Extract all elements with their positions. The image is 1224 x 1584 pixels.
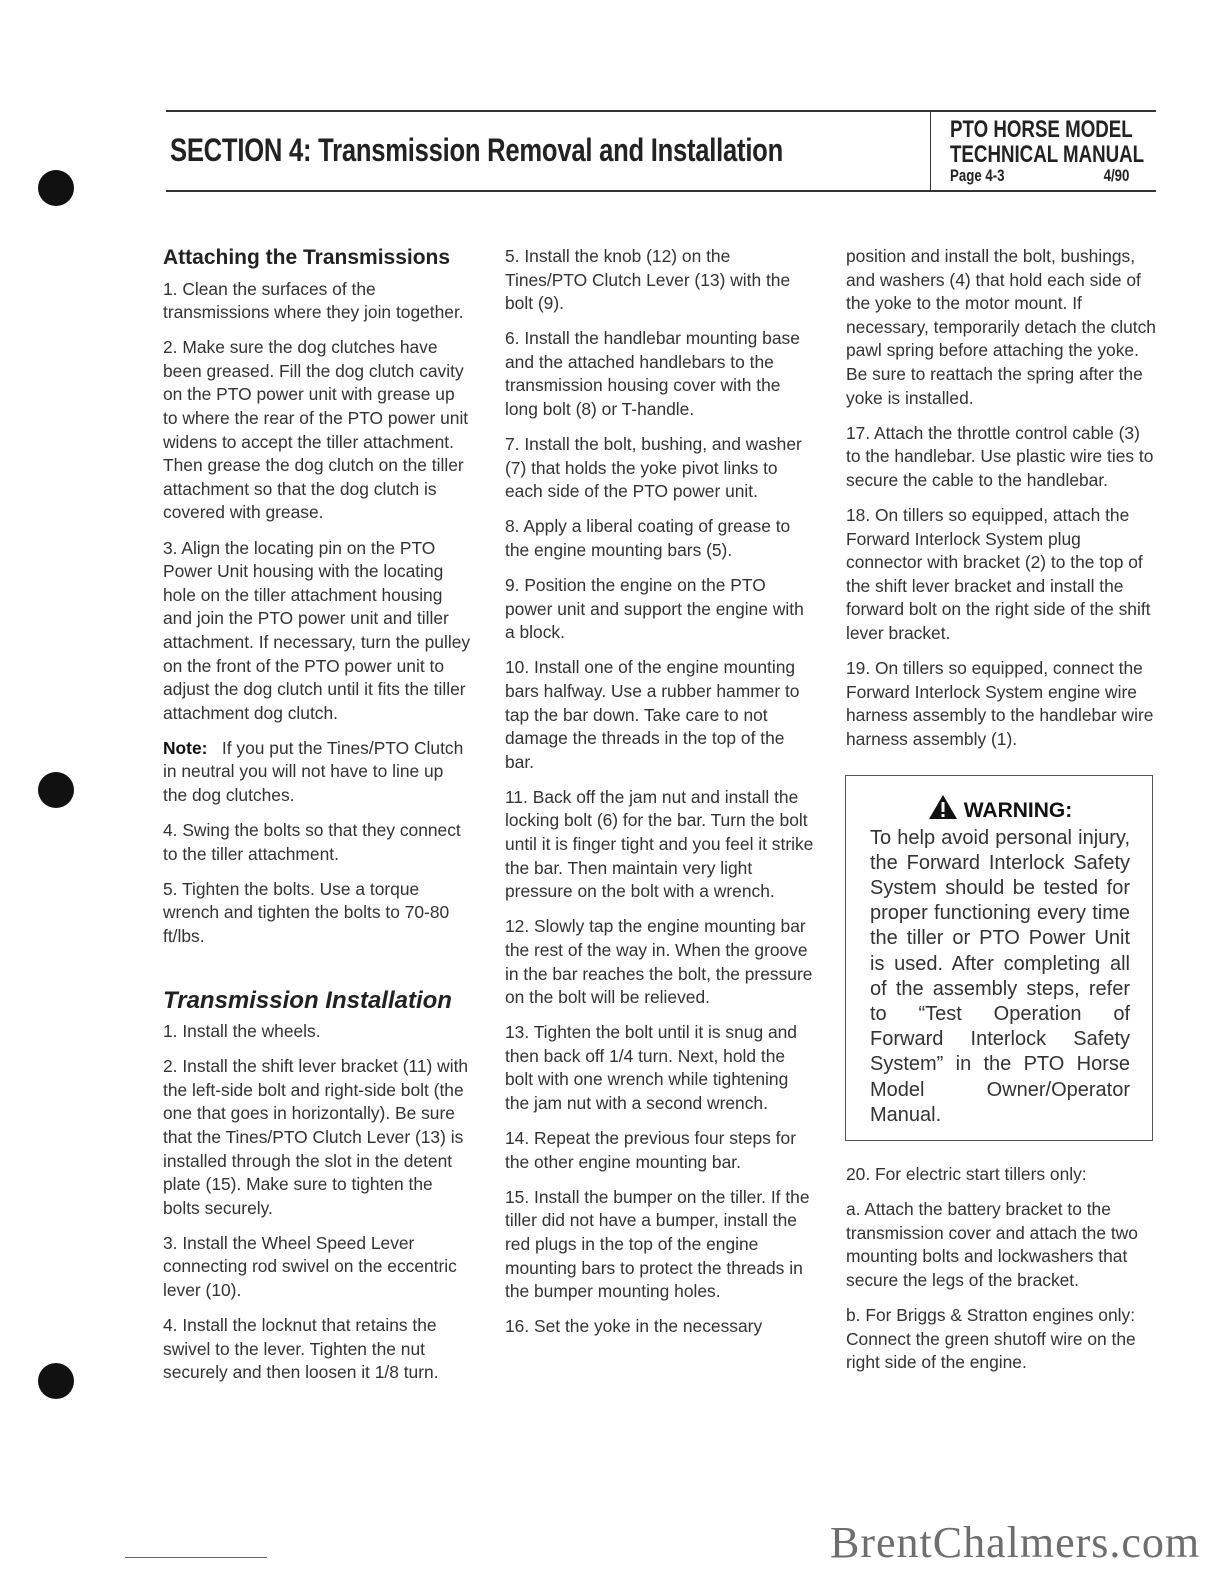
watermark: BrentChalmers.com <box>830 1518 1201 1567</box>
step: 4. Install the locknut that retains the swivel to the lever. Tighten the nut securely and then loosen it 1/8 turn. <box>163 1315 439 1383</box>
step: 2. Install the shift lever bracket (11) with the left-side bolt and right-side bolt (the one that goes in horizontally). Be sure that the Tines/PTO Clutch Lever (13) is installed through the slot in the detent plate (15). Make sure to tighten the bolts securely. <box>163 1056 469 1218</box>
step: 5. Tighten the bolts. Use a torque wrench and tighten the bolts to 70-80 ft/lbs. <box>163 878 450 946</box>
punch-hole <box>38 772 74 808</box>
step: 2. Make sure the dog clutches have been greased. Fill the dog clutch cavity on the PTO power unit with grease up to where the rear of the PTO power unit widens to accept the tiller attachment. Then grease the dog clutch on the tiller attachment so that the dog clutch is covered with grease. <box>163 337 469 523</box>
heading-attaching: Attaching the Transmissions <box>163 246 451 269</box>
step: 3. Install the Wheel Speed Lever connecting rod swivel on the eccentric lever (10). <box>163 1232 457 1301</box>
step: 6. Install the handlebar mounting base and the attached handlebars to the transmission housing cover with the long bolt (8) or T-handle. <box>505 328 800 420</box>
warning-text: To help avoid personal injury, the Forward Interlock Safety System should be tested for proper functioning every time the tiller or PTO Power Unit is used. After completing all of the assembly steps, refer to “Test Operation of Forward Interlock Safety System” in the PTO Horse Model Owner/Operator Manual. <box>870 826 1130 1126</box>
punch-hole <box>38 170 74 206</box>
section-title: SECTION 4: Transmission Removal and Installation <box>170 132 783 168</box>
heading-installation: Transmission Installation <box>163 986 452 1014</box>
step: 4. Swing the bolts so that they connect to the tiller attachment. <box>163 820 461 864</box>
column-3 <box>846 245 1158 1386</box>
step: 3. Align the locating pin on the PTO Power Unit housing with the locating hole on the tiller attachment housing and join the PTO power unit and tiller attachment. If necessary, turn the pulley on the front of the PTO power unit to adjust the dog clutch until it fits the tiller attachment dog clutch. <box>163 537 471 723</box>
step: 13. Tighten the bolt until it is snug and then back off 1/4 turn. Next, hold the bolt with one wrench while tightening the jam nut with a second wrench. <box>505 1022 797 1113</box>
step: 20. For electric start tillers only: <box>846 1164 1087 1185</box>
step: a. Attach the battery bracket to the transmission cover and attach the two mounting bolts and lockwashers that secure the legs of the bracket. <box>846 1199 1138 1290</box>
step: 12. Slowly tap the engine mounting bar the rest of the way in. When the groove in the bar reaches the bolt, the pressure on the bolt will be relieved. <box>505 916 813 1008</box>
warning-title: WARNING: <box>963 799 1073 823</box>
header-divider <box>930 111 931 191</box>
step: 7. Install the bolt, bushing, and washer (7) that holds the yoke pivot links to each side of the PTO power unit. <box>505 434 802 502</box>
manual-info <box>950 116 1145 185</box>
step: 18. On tillers so equipped, attach the Forward Interlock System plug connector with bracket (2) to the top of the shift lever bracket and install the forward bolt on the right side of the shift lever bracket. <box>846 504 1151 643</box>
footer-line <box>125 1557 267 1558</box>
column-1 <box>163 246 471 1396</box>
step: 11. Back off the jam nut and install the locking bolt (6) for the bar. Turn the bolt until it is finger tight and you feel it strike the bar. Then maintain very light pressure on the bolt with a wrench. <box>505 786 814 902</box>
note-text: If you put the Tines/PTO Clutch in neutral you will not have to line up the dog clutches. <box>163 737 469 805</box>
step: 8. Apply a liberal coating of grease to the engine mounting bars (5). <box>505 516 791 561</box>
step: 9. Position the engine on the PTO power unit and support the engine with a block. <box>505 575 804 643</box>
step: 5. Install the knob (12) on the Tines/PTO Clutch Lever (13) with the bolt (9). <box>505 246 791 314</box>
header-bottom-rule <box>166 190 1156 192</box>
step: 14. Repeat the previous four steps for the other engine mounting bar. <box>505 1128 796 1172</box>
step: 16. Set the yoke in the necessary <box>505 1316 763 1337</box>
step: 10. Install one of the engine mounting bars halfway. Use a rubber hammer to tap the bar down. Take care to not damage the threads in the top of the bar. <box>505 657 800 772</box>
step: position and install the bolt, bushings, and washers (4) that hold each side of the yoke to the motor mount. If necessary, temporarily detach the clutch pawl spring before attaching the yoke. Be sure to reattach the spring after the yoke is installed. <box>846 246 1156 408</box>
header-top-rule <box>166 110 1156 112</box>
step: 19. On tillers so equipped, connect the Forward Interlock System engine wire harness assembly to the handlebar wire harness assembly (1). <box>846 658 1154 749</box>
column-2 <box>505 245 815 1350</box>
step: b. For Briggs & Stratton engines only: Connect the green shutoff wire on the right side of the engine. <box>846 1304 1136 1373</box>
punch-hole <box>38 1363 74 1399</box>
note-label: Note: <box>163 737 208 758</box>
warning-triangle-icon <box>928 794 958 820</box>
note <box>163 737 471 808</box>
model-name: PTO HORSE MODEL <box>950 116 1133 143</box>
page-number: Page 4-3 <box>950 166 1005 185</box>
step: 15. Install the bumper on the tiller. If the tiller did not have a bumper, install the red plugs in the top of the engine mounting bars to protect the threads in the bumper mounting holes. <box>505 1186 810 1302</box>
step: 1. Clean the surfaces of the transmissions where they join together. <box>163 278 464 323</box>
step: 1. Install the wheels. <box>163 1021 321 1042</box>
revision-date: 4/90 <box>1103 166 1130 185</box>
warning-box <box>845 775 1153 1141</box>
manual-name: TECHNICAL MANUAL <box>950 141 1145 168</box>
step: 17. Attach the throttle control cable (3) to the handlebar. Use plastic wire ties to secure the cable to the handlebar. <box>846 422 1154 490</box>
